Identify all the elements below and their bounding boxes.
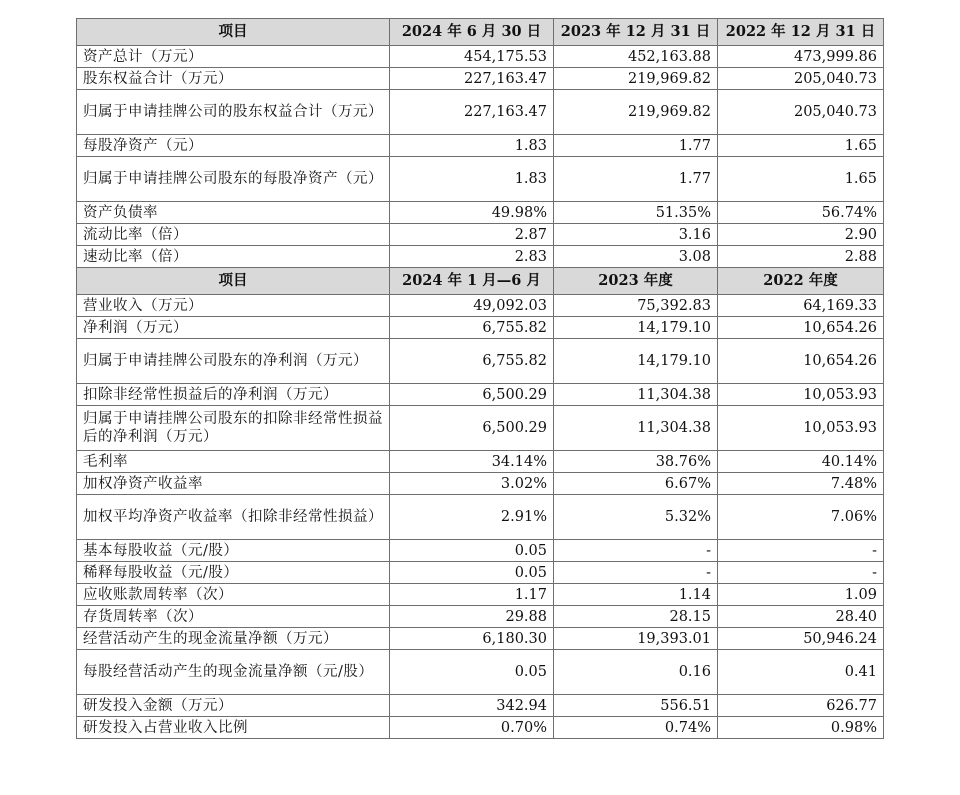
table-row [77, 451, 884, 473]
value-cell: 64,169.33 [718, 295, 884, 317]
table-row [77, 202, 884, 224]
value-cell: 342.94 [390, 695, 554, 717]
value-cell: 14,179.10 [554, 339, 718, 384]
value-cell: 2.88 [718, 246, 884, 268]
table-row [77, 495, 884, 540]
table-row [77, 584, 884, 606]
row-label: 加权净资产收益率 [77, 473, 390, 495]
header-cell: 2022 年度 [718, 268, 884, 295]
value-cell: 49.98% [390, 202, 554, 224]
table-row [77, 628, 884, 650]
value-cell: 3.16 [554, 224, 718, 246]
table-row [77, 246, 884, 268]
value-cell: 1.09 [718, 584, 884, 606]
value-cell: 6,500.29 [390, 406, 554, 451]
row-label: 研发投入金额（万元） [77, 695, 390, 717]
table-row [77, 562, 884, 584]
value-cell: - [554, 562, 718, 584]
value-cell: - [554, 540, 718, 562]
row-label: 扣除非经常性损益后的净利润（万元） [77, 384, 390, 406]
value-cell: 7.06% [718, 495, 884, 540]
row-label: 流动比率（倍） [77, 224, 390, 246]
table-row [77, 317, 884, 339]
row-label: 速动比率（倍） [77, 246, 390, 268]
value-cell: 473,999.86 [718, 46, 884, 68]
table-row [77, 224, 884, 246]
value-cell: 0.05 [390, 540, 554, 562]
value-cell: 34.14% [390, 451, 554, 473]
table-row [77, 135, 884, 157]
value-cell: 0.05 [390, 562, 554, 584]
value-cell: 2.91% [390, 495, 554, 540]
financial-indicators-table [76, 18, 884, 739]
row-label: 每股净资产（元） [77, 135, 390, 157]
value-cell: 2.83 [390, 246, 554, 268]
value-cell: - [718, 562, 884, 584]
value-cell: 10,654.26 [718, 317, 884, 339]
header-cell: 2024 年 6 月 30 日 [390, 19, 554, 46]
header-cell: 2022 年 12 月 31 日 [718, 19, 884, 46]
value-cell: 7.48% [718, 473, 884, 495]
value-cell: 6,755.82 [390, 339, 554, 384]
table-row [77, 650, 884, 695]
table-row [77, 90, 884, 135]
value-cell: 205,040.73 [718, 90, 884, 135]
header-cell: 项目 [77, 19, 390, 46]
value-cell: 6,180.30 [390, 628, 554, 650]
table-row [77, 295, 884, 317]
value-cell: 40.14% [718, 451, 884, 473]
value-cell: 14,179.10 [554, 317, 718, 339]
value-cell: 0.41 [718, 650, 884, 695]
table-row [77, 384, 884, 406]
value-cell: 1.77 [554, 157, 718, 202]
value-cell: 452,163.88 [554, 46, 718, 68]
row-label: 归属于申请挂牌公司股东的扣除非经常性损益后的净利润（万元） [77, 406, 390, 451]
value-cell: 50,946.24 [718, 628, 884, 650]
value-cell: 1.83 [390, 135, 554, 157]
value-cell: 10,053.93 [718, 384, 884, 406]
value-cell: 6,500.29 [390, 384, 554, 406]
table-header-row [77, 268, 884, 295]
value-cell: 1.77 [554, 135, 718, 157]
value-cell: 1.17 [390, 584, 554, 606]
row-label: 稀释每股收益（元/股） [77, 562, 390, 584]
row-label: 毛利率 [77, 451, 390, 473]
value-cell: 0.74% [554, 717, 718, 739]
row-label: 资产负债率 [77, 202, 390, 224]
value-cell: 1.65 [718, 135, 884, 157]
value-cell: 28.15 [554, 606, 718, 628]
value-cell: 10,053.93 [718, 406, 884, 451]
row-label: 归属于申请挂牌公司股东的净利润（万元） [77, 339, 390, 384]
value-cell: 2.90 [718, 224, 884, 246]
value-cell: 0.70% [390, 717, 554, 739]
value-cell: 556.51 [554, 695, 718, 717]
header-cell: 项目 [77, 268, 390, 295]
value-cell: 10,654.26 [718, 339, 884, 384]
value-cell: 0.16 [554, 650, 718, 695]
value-cell: 2.87 [390, 224, 554, 246]
value-cell: 28.40 [718, 606, 884, 628]
value-cell: 3.02% [390, 473, 554, 495]
table-row [77, 157, 884, 202]
header-cell: 2024 年 1 月—6 月 [390, 268, 554, 295]
value-cell: 51.35% [554, 202, 718, 224]
value-cell: 1.83 [390, 157, 554, 202]
table-row [77, 46, 884, 68]
header-cell: 2023 年 12 月 31 日 [554, 19, 718, 46]
row-label: 应收账款周转率（次） [77, 584, 390, 606]
table-row [77, 717, 884, 739]
table-row [77, 406, 884, 451]
row-label: 存货周转率（次） [77, 606, 390, 628]
value-cell: 1.14 [554, 584, 718, 606]
value-cell: 0.98% [718, 717, 884, 739]
table-row [77, 540, 884, 562]
row-label: 归属于申请挂牌公司的股东权益合计（万元） [77, 90, 390, 135]
header-cell: 2023 年度 [554, 268, 718, 295]
value-cell: 56.74% [718, 202, 884, 224]
value-cell: 205,040.73 [718, 68, 884, 90]
row-label: 经营活动产生的现金流量净额（万元） [77, 628, 390, 650]
table-header-row [77, 19, 884, 46]
value-cell: 38.76% [554, 451, 718, 473]
value-cell: 3.08 [554, 246, 718, 268]
value-cell: 29.88 [390, 606, 554, 628]
row-label: 资产总计（万元） [77, 46, 390, 68]
value-cell: 219,969.82 [554, 90, 718, 135]
value-cell: 1.65 [718, 157, 884, 202]
value-cell: 19,393.01 [554, 628, 718, 650]
value-cell: 75,392.83 [554, 295, 718, 317]
row-label: 营业收入（万元） [77, 295, 390, 317]
value-cell: 11,304.38 [554, 384, 718, 406]
value-cell: 5.32% [554, 495, 718, 540]
row-label: 净利润（万元） [77, 317, 390, 339]
row-label: 每股经营活动产生的现金流量净额（元/股） [77, 650, 390, 695]
value-cell: 11,304.38 [554, 406, 718, 451]
table-row [77, 606, 884, 628]
value-cell: 454,175.53 [390, 46, 554, 68]
row-label: 加权平均净资产收益率（扣除非经常性损益） [77, 495, 390, 540]
value-cell: 227,163.47 [390, 68, 554, 90]
row-label: 研发投入占营业收入比例 [77, 717, 390, 739]
value-cell: 6,755.82 [390, 317, 554, 339]
value-cell: - [718, 540, 884, 562]
table-row [77, 695, 884, 717]
table-row [77, 339, 884, 384]
value-cell: 219,969.82 [554, 68, 718, 90]
value-cell: 6.67% [554, 473, 718, 495]
value-cell: 0.05 [390, 650, 554, 695]
row-label: 归属于申请挂牌公司股东的每股净资产（元） [77, 157, 390, 202]
value-cell: 227,163.47 [390, 90, 554, 135]
value-cell: 626.77 [718, 695, 884, 717]
row-label: 股东权益合计（万元） [77, 68, 390, 90]
table-row [77, 68, 884, 90]
table-row [77, 473, 884, 495]
row-label: 基本每股收益（元/股） [77, 540, 390, 562]
value-cell: 49,092.03 [390, 295, 554, 317]
